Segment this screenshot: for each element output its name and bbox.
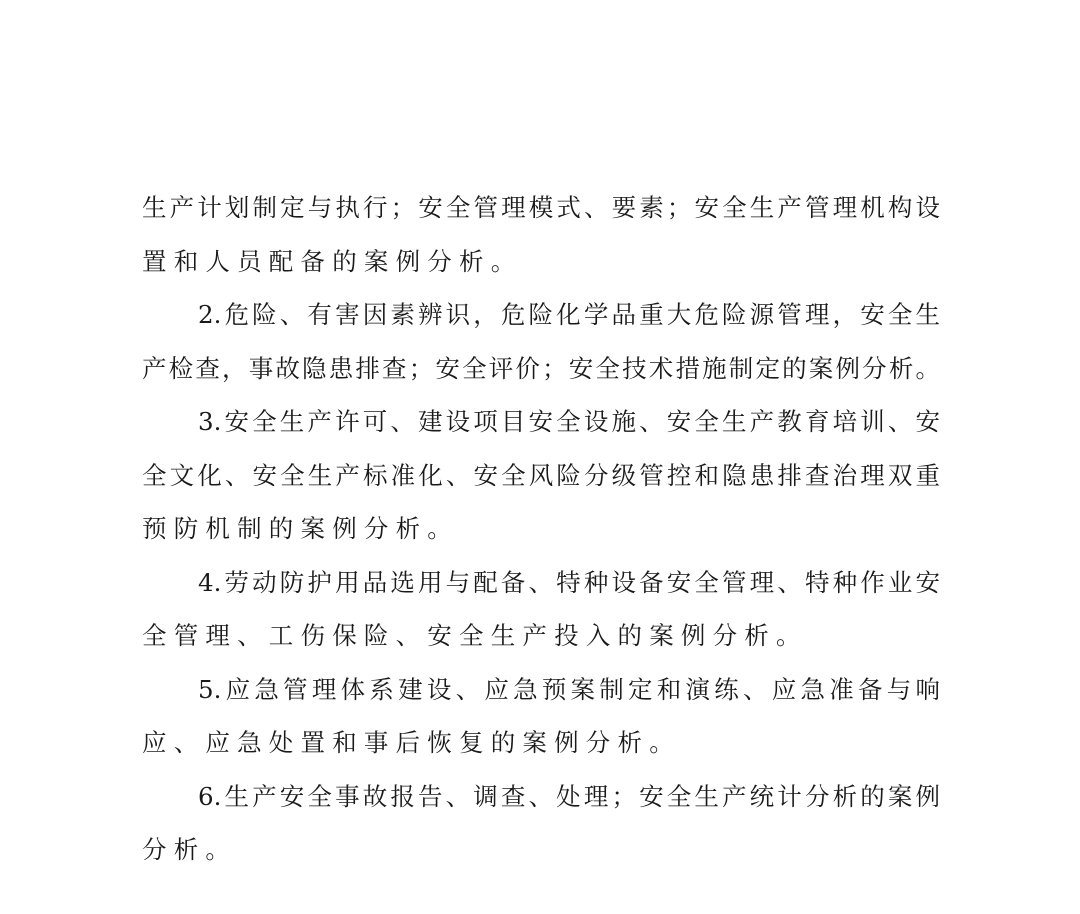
list-item-4-line: 全管理、工伤保险、安全生产投入的案例分析。	[142, 621, 808, 650]
list-item-2-line: 2.危险、有害因素辨识，危险化学品重大危险源管理，安全生	[198, 300, 940, 329]
paragraph-line: 置和人员配备的案例分析。	[142, 246, 523, 276]
document-body	[142, 181, 942, 877]
list-item-6-line: 6.生产安全事故报告、调查、处理；安全生产统计分析的案例	[198, 781, 940, 811]
paragraph-line: 生产计划制定与执行；安全管理模式、要素；安全生产管理机构设	[142, 193, 940, 222]
list-item-5-line: 5.应急管理体系建设、应急预案制定和演练、应急准备与响	[198, 674, 940, 704]
list-item-3-line: 预防机制的案例分析。	[142, 514, 459, 543]
list-item-4-line: 4.劳动防护用品选用与配备、特种设备安全管理、特种作业安	[198, 567, 940, 597]
list-item-5-line: 应、应急处置和事后恢复的案例分析。	[142, 728, 681, 757]
list-item-3-line: 3.安全生产许可、建设项目安全设施、安全生产教育培训、安	[198, 407, 940, 436]
list-item-2-line: 产检查，事故隐患排查；安全评价；安全技术措施制定的案例分析。	[142, 353, 940, 383]
list-item-3-line: 全文化、安全生产标准化、安全风险分级管控和隐患排查治理双重	[142, 460, 940, 490]
list-item-6-line: 分析。	[142, 835, 238, 864]
